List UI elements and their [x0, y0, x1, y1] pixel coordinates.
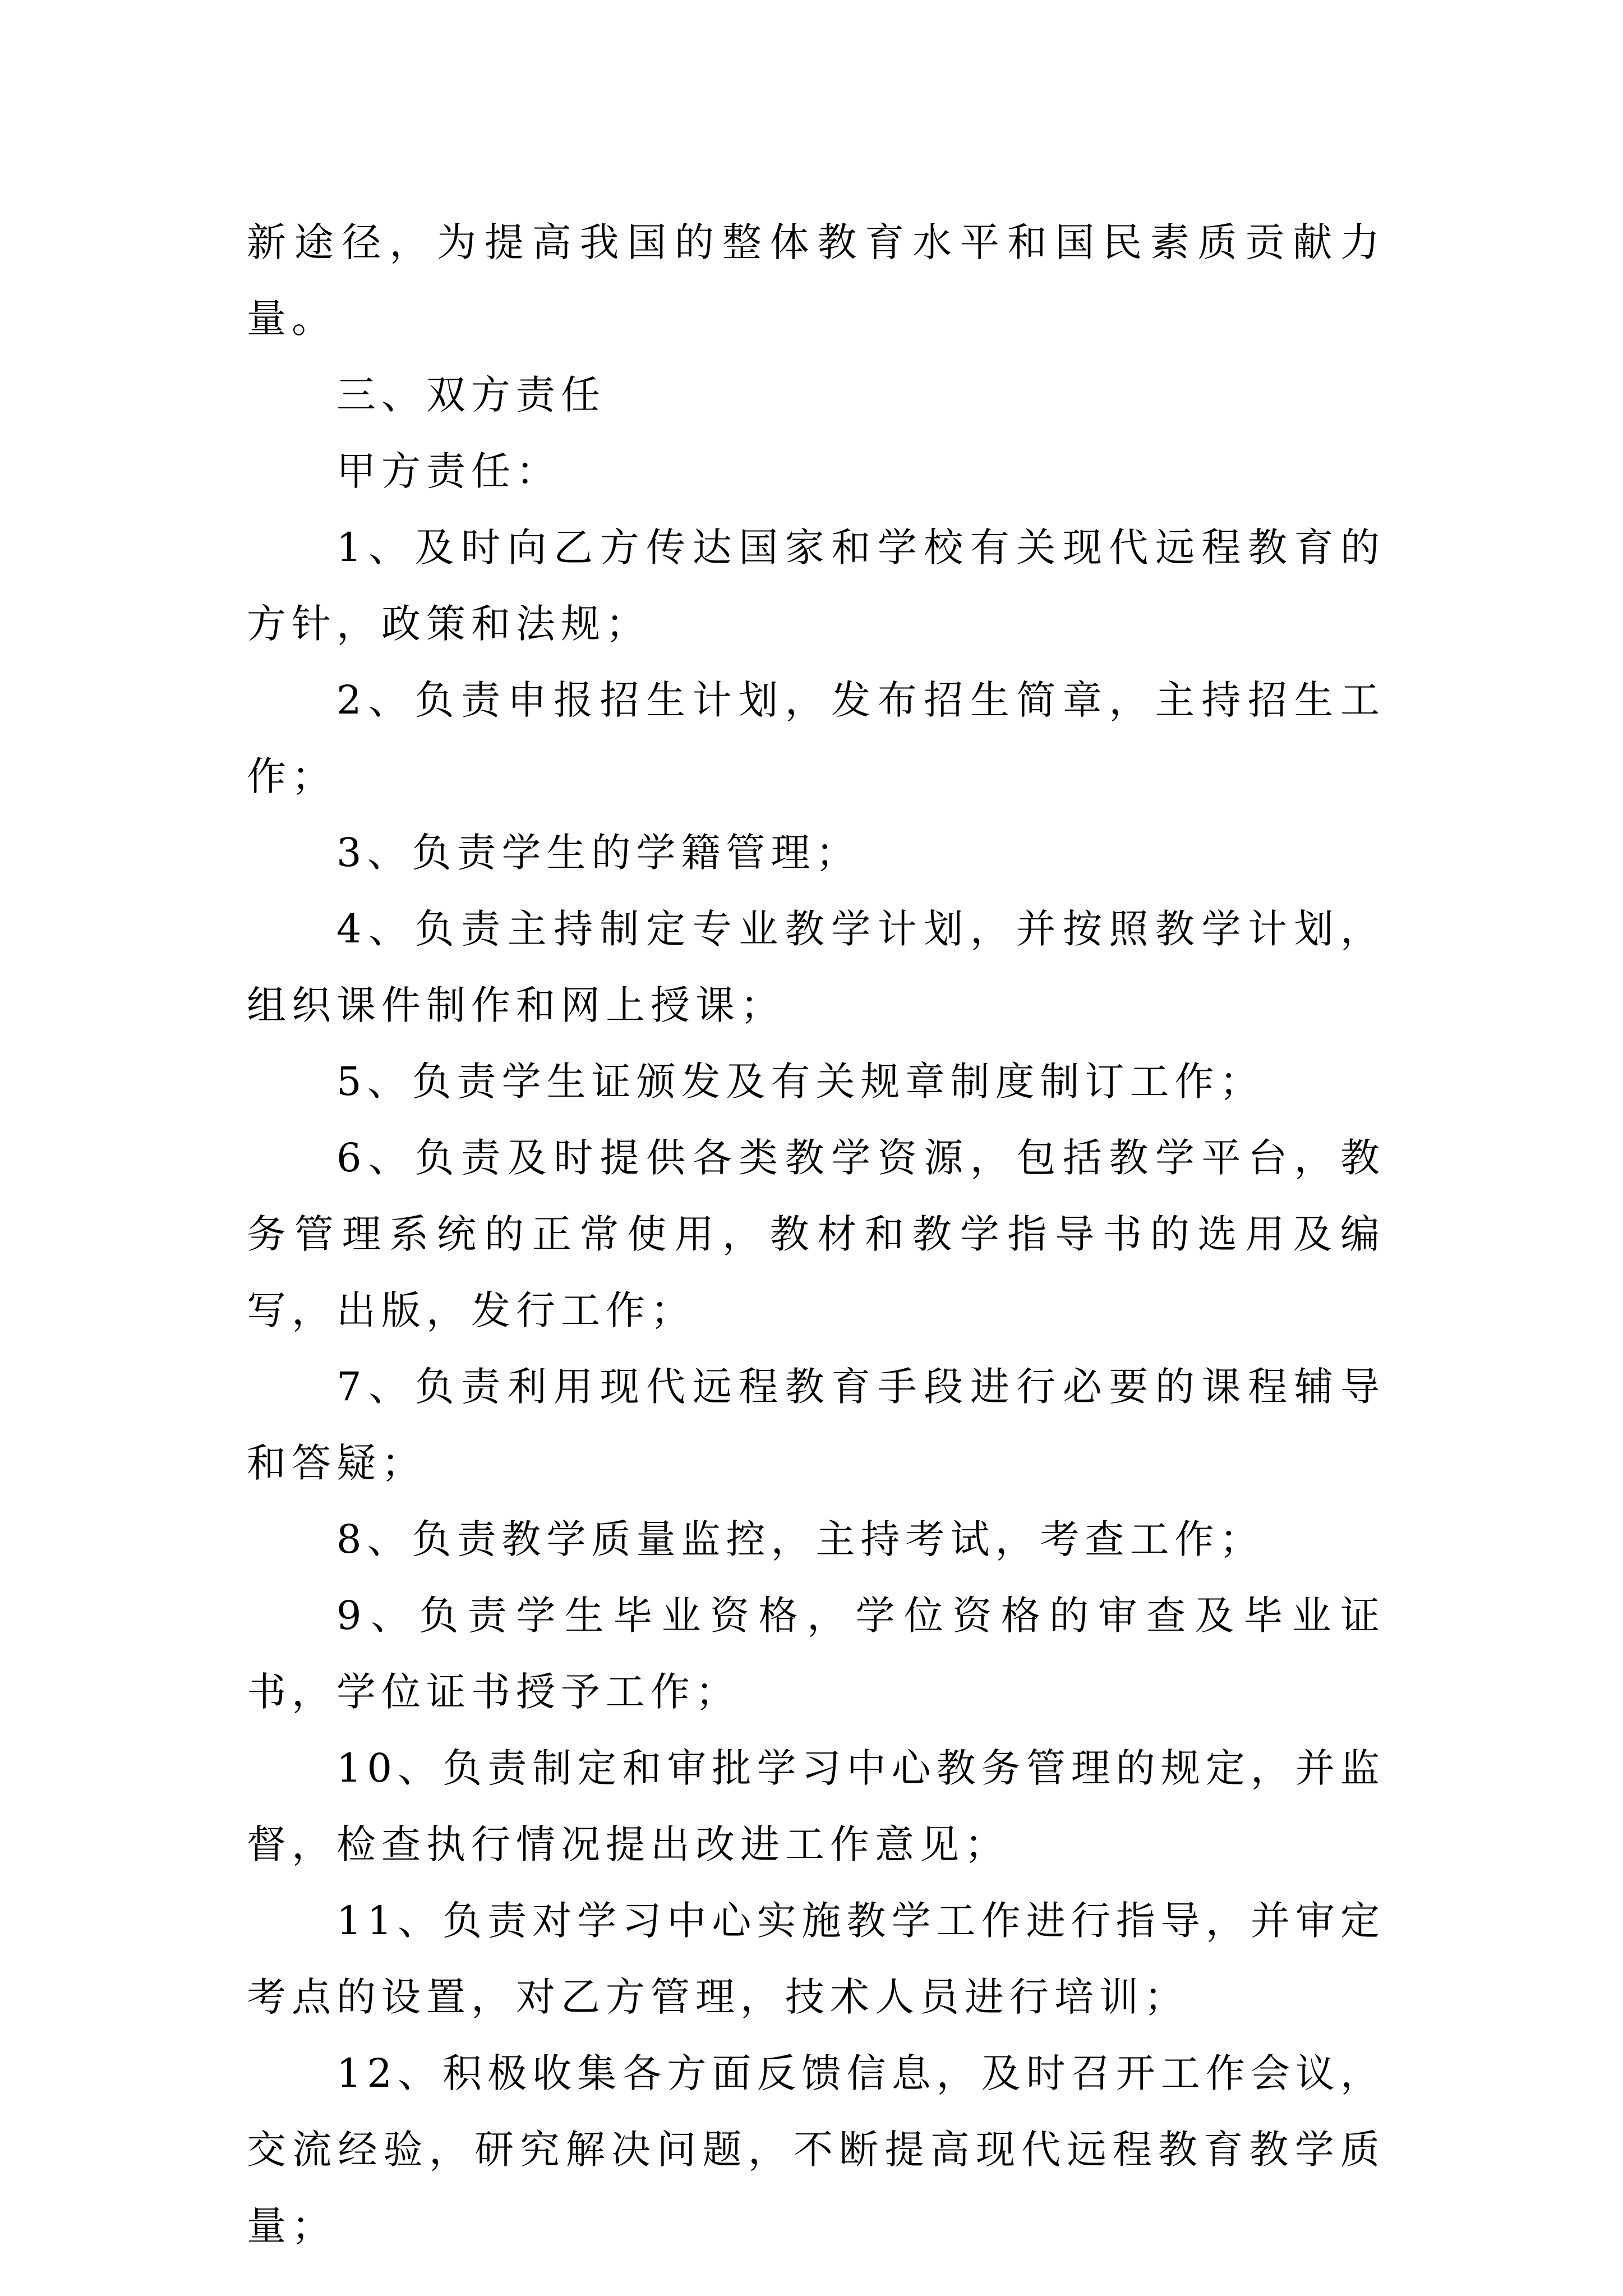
paragraph-continuation: 新途径，为提高我国的整体教育水平和国民素质贡献力量。	[247, 219, 1385, 342]
list-item-9: 9、负责学生毕业资格，学位资格的审查及毕业证书，学位证书授予工作；	[247, 1593, 1385, 1715]
list-item-10: 10、负责制定和审批学习中心教务管理的规定，并监督，检查执行情况提出改进工作意见；	[247, 1745, 1385, 1867]
list-item-6: 6、负责及时提供各类教学资源，包括教学平台，教务管理系统的正常使用，教材和教学指导书的选用及编写，出版，发行工作；	[247, 1135, 1385, 1333]
list-item-3: 3、负责学生的学籍管理；	[336, 830, 861, 876]
document-body	[247, 204, 1385, 2264]
list-item-2: 2、负责申报招生计划，发布招生简章，主持招生工作；	[247, 677, 1385, 799]
list-item-7: 7、负责利用现代远程教育手段进行必要的课程辅导和答疑；	[247, 1364, 1385, 1486]
section-heading: 三、双方责任	[336, 372, 606, 418]
list-item-4: 4、负责主持制定专业教学计划，并按照教学计划，组织课件制作和网上授课；	[247, 906, 1385, 1028]
list-item-12: 12、积极收集各方面反馈信息，及时召开工作会议，交流经验，研究解决问题，不断提高现代远程教育教学质量；	[247, 2050, 1385, 2249]
list-item-11: 11、负责对学习中心实施教学工作进行指导，并审定考点的设置，对乙方管理，技术人员进行培训；	[247, 1898, 1385, 2020]
subsection-heading: 甲方责任：	[336, 448, 561, 494]
list-item-8: 8、负责教学质量监控，主持考试，考查工作；	[336, 1516, 1265, 1562]
list-item-5: 5、负责学生证颁发及有关规章制度制订工作；	[336, 1059, 1265, 1105]
list-item-1: 1、及时向乙方传达国家和学校有关现代远程教育的方针，政策和法规；	[247, 524, 1385, 647]
